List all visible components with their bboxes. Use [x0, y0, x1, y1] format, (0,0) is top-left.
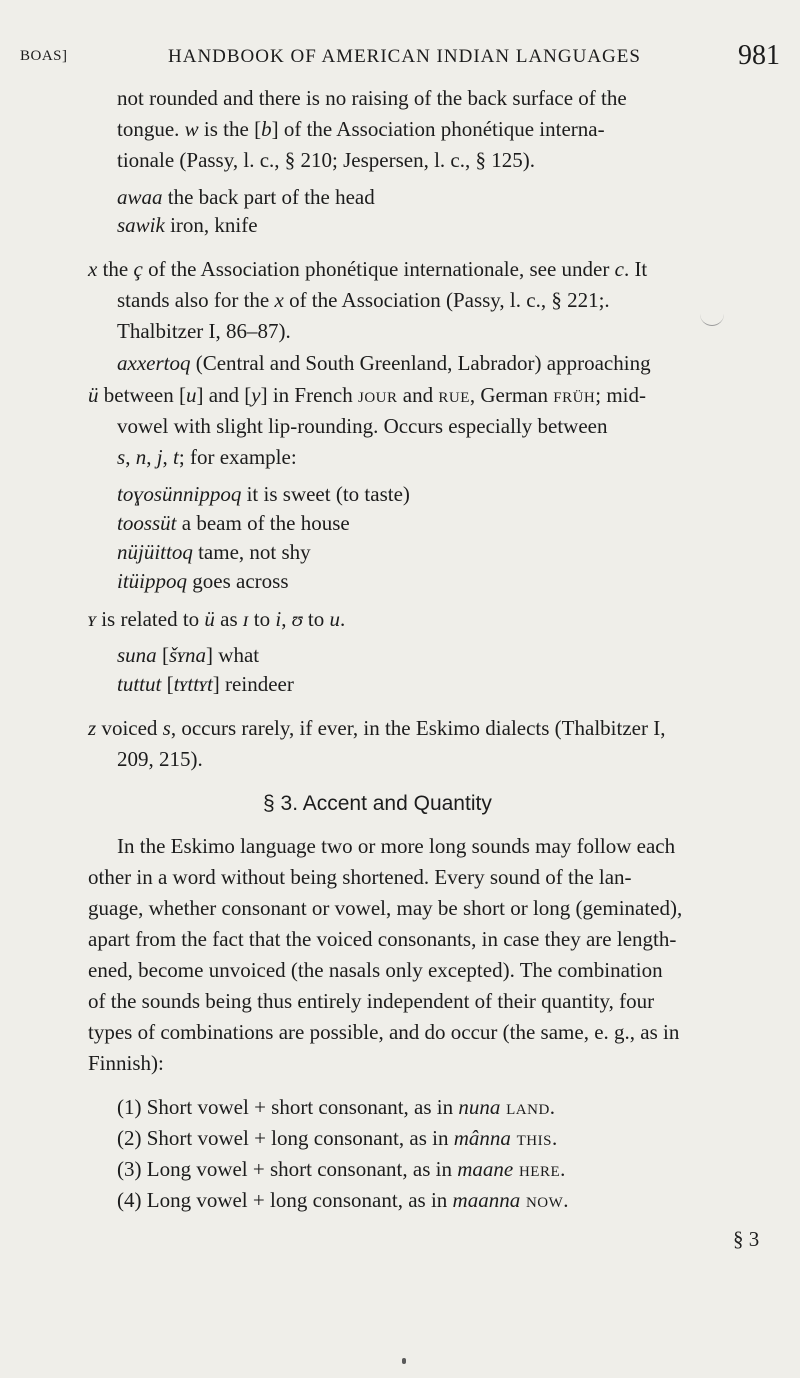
example-line: toossüt a beam of the house: [117, 511, 350, 535]
catchword: § 3: [733, 1227, 760, 1251]
text-line: guage, whether consonant or vowel, may be short or long (geminated),: [88, 896, 683, 920]
text-line: x the ç of the Association phonétique internationale, see under c. It: [88, 257, 648, 281]
text-line: ʏ is related to ü as ɪ to i, ʊ to u.: [88, 607, 346, 631]
page-number: 981: [738, 40, 780, 71]
text-line: apart from the fact that the voiced consonants, in case they are length-: [88, 927, 677, 951]
example-line: tuttut [tʏttʏt] reindeer: [117, 672, 294, 696]
list-item: (1) Short vowel + short consonant, as in nuna land.: [117, 1095, 556, 1119]
text-line: Thalbitzer I, 86–87).: [117, 319, 291, 343]
example-line: awaa the back part of the head: [117, 185, 375, 209]
text-line: vowel with slight lip-rounding. Occurs especially between: [117, 414, 608, 438]
text-line: types of combinations are possible, and do occur (the same, e. g., as in: [88, 1020, 680, 1044]
example-line: nüjüittoq tame, not shy: [117, 540, 311, 564]
list-item: (2) Short vowel + long consonant, as in mânna this.: [117, 1126, 558, 1150]
text-line: Finnish):: [88, 1051, 164, 1075]
list-item: (4) Long vowel + long consonant, as in maanna now.: [117, 1188, 570, 1212]
text-line: other in a word without being shortened. Every sound of the lan-: [88, 865, 632, 889]
header-title: HANDBOOK OF AMERICAN INDIAN LANGUAGES: [168, 46, 641, 67]
text-line: of the sounds being thus entirely independent of their quantity, four: [88, 989, 655, 1013]
text-line: tionale (Passy, l. c., § 210; Jespersen, l. c., § 125).: [117, 148, 535, 172]
header-author: BOAS]: [20, 48, 68, 64]
print-speck: [402, 1358, 406, 1364]
section-heading: § 3. Accent and Quantity: [263, 792, 492, 815]
text-line: axxertoq (Central and South Greenland, Labrador) approaching: [117, 351, 651, 375]
print-mark: [700, 313, 724, 326]
example-line: toɣosünnippoq it is sweet (to taste): [117, 482, 410, 506]
text-line: In the Eskimo language two or more long sounds may follow each: [117, 834, 676, 858]
text-line: tongue. w is the [b] of the Association phonétique interna-: [117, 117, 605, 141]
example-line: sawik iron, knife: [117, 213, 258, 237]
text-line: s, n, j, t; for example:: [117, 445, 297, 469]
text-line: ü between [u] and [y] in French jour and rue, German früh; mid-: [88, 383, 647, 407]
text-line: stands also for the x of the Association (Passy, l. c., § 221;.: [117, 288, 610, 312]
example-line: suna [šʏna] what: [117, 643, 260, 667]
example-line: itüippoq goes across: [117, 569, 289, 593]
running-header: [20, 40, 782, 76]
text-line: ened, become unvoiced (the nasals only excepted). The combination: [88, 958, 663, 982]
text-line: 209, 215).: [117, 747, 203, 771]
list-item: (3) Long vowel + short consonant, as in maane here.: [117, 1157, 566, 1181]
text-line: not rounded and there is no raising of the back surface of the: [117, 86, 627, 110]
text-line: z voiced s, occurs rarely, if ever, in the Eskimo dialects (Thalbitzer I,: [88, 716, 666, 740]
